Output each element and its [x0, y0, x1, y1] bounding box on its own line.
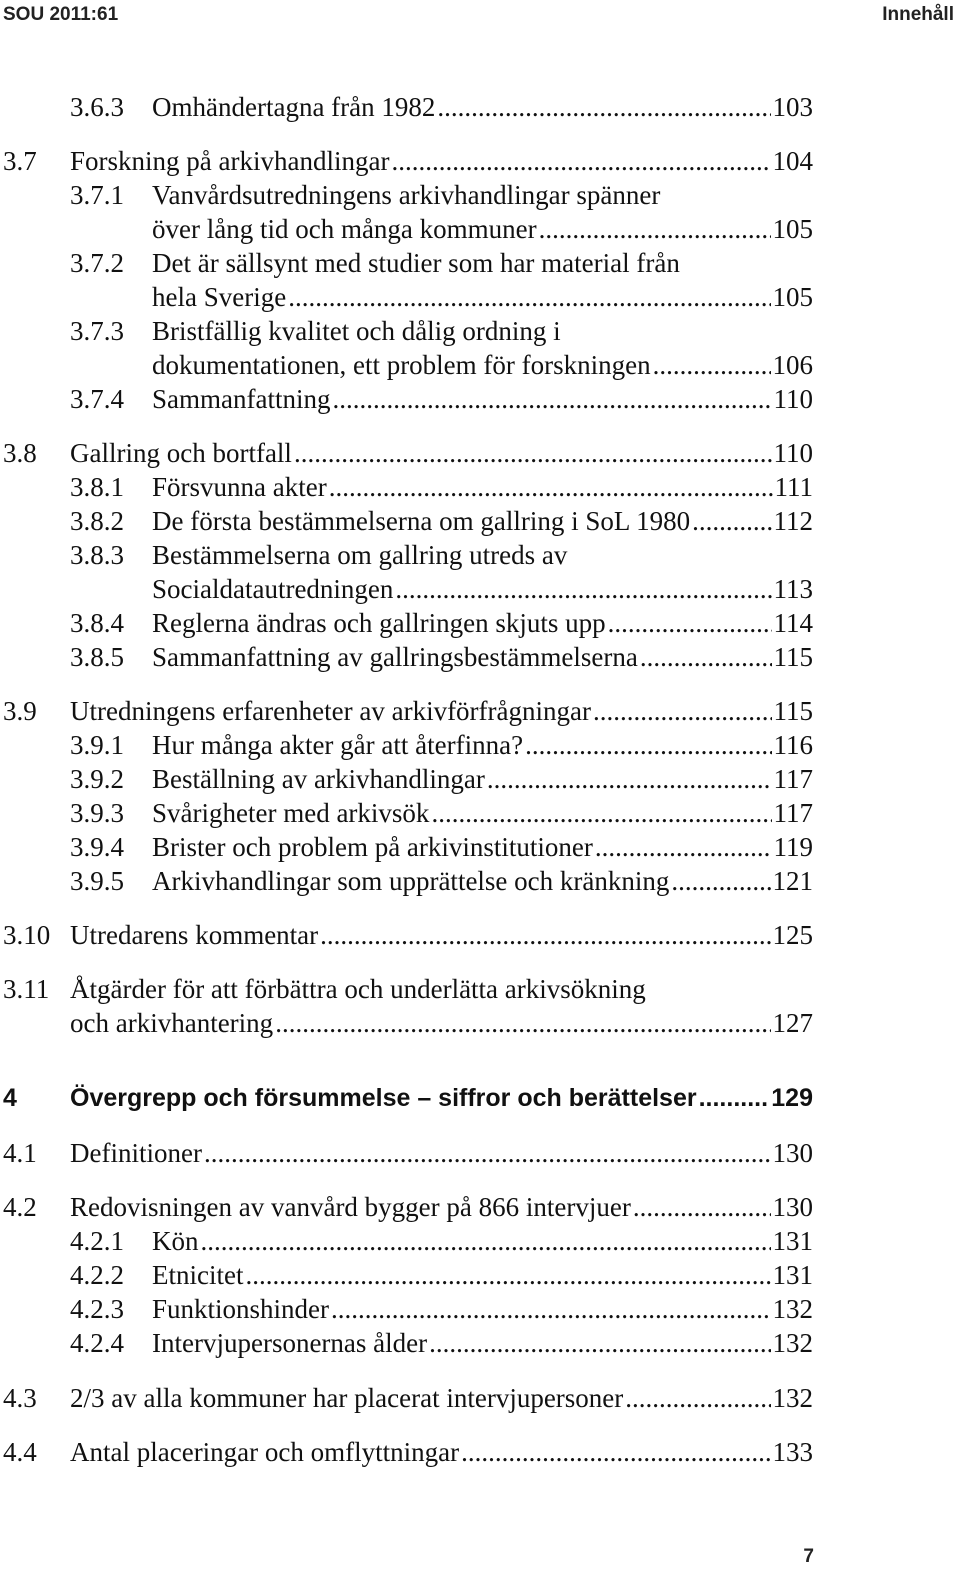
toc-entry-number: 3.7.4 — [70, 384, 124, 414]
toc-entry-title-line — [152, 728, 813, 762]
toc-entry-number: 3.7.2 — [70, 248, 124, 278]
toc-entry-title-line — [70, 436, 813, 470]
dot-leader — [320, 918, 770, 952]
dot-leader — [431, 796, 771, 830]
dot-leader — [625, 1381, 770, 1415]
toc-entry-title-line — [152, 470, 813, 504]
toc-entry-title-line — [152, 796, 813, 830]
toc-entry-number: 3.8.3 — [70, 540, 124, 570]
toc-entry-title-line — [70, 1435, 813, 1469]
toc-entry-title: Åtgärder för att förbättra och underlätta arkivsökning — [70, 974, 646, 1004]
dot-leader — [699, 1081, 770, 1115]
toc-entry-number: 3.8.4 — [70, 608, 124, 638]
dot-leader — [640, 640, 772, 674]
toc-entry-page: 105 — [772, 214, 813, 244]
toc-entry-page: 121 — [772, 866, 813, 896]
toc-entry-title: Redovisningen av vanvård bygger på 866 intervjuer — [70, 1192, 631, 1222]
toc-entry-page: 115 — [773, 642, 813, 672]
toc-entry-page: 105 — [772, 282, 813, 312]
dot-leader — [692, 504, 771, 538]
toc-entry-number: 4.2.1 — [70, 1226, 124, 1256]
toc-entry-number: 4.2.4 — [70, 1328, 124, 1358]
toc-entry-page: 131 — [772, 1260, 813, 1290]
running-header-section: Innehåll — [882, 4, 954, 25]
toc-entry-title-line — [70, 918, 813, 952]
toc-entry-title-line — [70, 1136, 813, 1170]
toc-entry-title-line — [152, 606, 813, 640]
toc-entry-title: Definitioner — [70, 1138, 202, 1168]
toc-entry-number: 3.9.3 — [70, 798, 124, 828]
toc-entry-page: 104 — [772, 146, 813, 176]
toc-entry-number: 3.9.4 — [70, 832, 124, 862]
toc-entry-title-line — [152, 348, 813, 382]
toc-entry-title: Gallring och bortfall — [70, 438, 292, 468]
toc-entry-title: De första bestämmelserna om gallring i SoL 1980 — [152, 506, 691, 536]
dot-leader — [437, 90, 770, 124]
toc-entry[interactable] — [0, 1435, 960, 1535]
toc-entry-title-line — [70, 1190, 813, 1224]
toc-entry-page: 116 — [773, 730, 813, 760]
toc-entry-number: 3.9.1 — [70, 730, 124, 760]
toc-entry-title-line — [152, 280, 813, 314]
toc-entry-title: Intervjupersonernas ålder — [152, 1328, 428, 1358]
dot-leader — [395, 572, 771, 606]
toc-entry-title: Bestämmelserna om gallring utreds av — [152, 540, 568, 570]
toc-entry-title: Utredarens kommentar — [70, 920, 319, 950]
toc-entry-title-line — [152, 212, 813, 246]
toc-entry-number: 3.10 — [3, 920, 51, 950]
toc-entry-title: Arkivhandlingar som upprättelse och kränkning — [152, 866, 670, 896]
dot-leader — [595, 830, 772, 864]
toc-entry-number: 4.2 — [3, 1192, 37, 1222]
toc-entry-page: 113 — [773, 574, 813, 604]
toc-entry-title-line — [152, 640, 813, 674]
dot-leader — [288, 280, 770, 314]
dot-leader — [245, 1258, 770, 1292]
toc-entry-number: 3.9.2 — [70, 764, 124, 794]
toc-entry-title: hela Sverige — [152, 282, 287, 312]
toc-entry-title: Hur många akter går att återfinna? — [152, 730, 524, 760]
toc-entry-page: 112 — [773, 506, 813, 536]
toc-entry-page: 117 — [773, 764, 813, 794]
toc-entry-title-line — [152, 1292, 813, 1326]
dot-leader — [391, 144, 770, 178]
toc-entry-title-line — [70, 1081, 813, 1115]
toc-entry-number: 3.7.3 — [70, 316, 124, 346]
toc-entry-title: Vanvårdsutredningens arkivhandlingar spänner — [152, 180, 661, 210]
toc-entry-page: 111 — [774, 472, 813, 502]
toc-entry-page: 132 — [772, 1383, 813, 1413]
toc-entry-number: 3.7.1 — [70, 180, 124, 210]
toc-entry-number: 4.2.2 — [70, 1260, 124, 1290]
toc-entry-number: 3.7 — [3, 146, 37, 176]
toc-entry-number: 4 — [3, 1084, 17, 1112]
toc-entry-title-line — [152, 504, 813, 538]
toc-entry-title: 2/3 av alla kommuner har placerat intervjupersoner — [70, 1383, 624, 1413]
toc-entry-number: 4.2.3 — [70, 1294, 124, 1324]
toc-entry-number: 4.4 — [3, 1437, 37, 1467]
toc-entry-title: dokumentationen, ett problem för forskningen — [152, 350, 651, 380]
toc-entry-page: 119 — [773, 832, 813, 862]
toc-entry-title: Antal placeringar och omflyttningar — [70, 1437, 460, 1467]
dot-leader — [461, 1435, 770, 1469]
toc-entry-title-line — [152, 1258, 813, 1292]
toc-entry-page: 110 — [773, 438, 813, 468]
toc-entry-title-line — [152, 572, 813, 606]
dot-leader — [204, 1136, 771, 1170]
dot-leader — [331, 1292, 770, 1326]
dot-leader — [487, 762, 772, 796]
toc-entry-title-line — [152, 1224, 813, 1258]
toc-entry-page: 130 — [772, 1138, 813, 1168]
dot-leader — [653, 348, 771, 382]
toc-entry-number: 3.8.2 — [70, 506, 124, 536]
toc-entry-number: 3.11 — [3, 974, 50, 1004]
dot-leader — [525, 728, 771, 762]
toc-entry-title: Sammanfattning — [152, 384, 331, 414]
toc-entry-title-line — [152, 90, 813, 124]
toc-entry-page: 129 — [771, 1084, 813, 1112]
dot-leader — [275, 1006, 770, 1040]
toc-entry-page: 125 — [772, 920, 813, 950]
toc-entry-title-line — [152, 864, 813, 898]
toc-entry-number: 3.8.1 — [70, 472, 124, 502]
toc-entry-page: 110 — [773, 384, 813, 414]
toc-entry-number: 3.8.5 — [70, 642, 124, 672]
toc-entry-page: 132 — [772, 1328, 813, 1358]
toc-entry-title: Svårigheter med arkivsök — [152, 798, 430, 828]
toc-entry-title: Kön — [152, 1226, 199, 1256]
toc-entry-title: Sammanfattning av gallringsbestämmelserna — [152, 642, 638, 672]
dot-leader — [608, 606, 772, 640]
dot-leader — [332, 382, 771, 416]
toc-entry-title: Försvunna akter — [152, 472, 327, 502]
toc-entry-title-line — [70, 694, 813, 728]
toc-entry-title: Reglerna ändras och gallringen skjuts upp — [152, 608, 606, 638]
toc-entry-title-line — [70, 1006, 813, 1040]
page-number: 7 — [803, 1546, 814, 1567]
dot-leader — [633, 1190, 771, 1224]
toc-entry-title: Bristfällig kvalitet och dålig ordning i — [152, 316, 561, 346]
dot-leader — [201, 1224, 771, 1258]
dot-leader — [329, 470, 773, 504]
running-header-document-id: SOU 2011:61 — [3, 4, 119, 25]
toc-entry-number: 3.6.3 — [70, 92, 124, 122]
toc-entry-page: 127 — [772, 1008, 813, 1038]
toc-entry-title: Övergrepp och försummelse – siffror och berättelser — [70, 1084, 697, 1112]
toc-entry-number: 4.3 — [3, 1383, 37, 1413]
toc-entry-page: 131 — [772, 1226, 813, 1256]
toc-entry-title: Brister och problem på arkivinstitutioner — [152, 832, 593, 862]
toc-entry-page: 130 — [772, 1192, 813, 1222]
toc-entry-title-line — [70, 1381, 813, 1415]
dot-leader — [429, 1326, 770, 1360]
toc-entry-number: 3.8 — [3, 438, 37, 468]
toc-entry-title-line — [152, 382, 813, 416]
toc-entry-title: Socialdatautredningen — [152, 574, 394, 604]
toc-entry-page: 133 — [772, 1437, 813, 1467]
dot-leader — [539, 212, 771, 246]
toc-entry-title: Utredningens erfarenheter av arkivförfrågningar — [70, 696, 591, 726]
toc-entry-page: 103 — [772, 92, 813, 122]
toc-entry-title-line — [70, 144, 813, 178]
toc-entry[interactable] — [0, 972, 960, 1072]
toc-entry-title-line — [152, 762, 813, 796]
dot-leader — [294, 436, 772, 470]
toc-entry-number: 4.1 — [3, 1138, 37, 1168]
toc-entry-number: 3.9 — [3, 696, 37, 726]
toc-entry-page: 106 — [772, 350, 813, 380]
toc-entry-title-line — [152, 1326, 813, 1360]
dot-leader — [593, 694, 772, 728]
toc-entry-page: 115 — [773, 696, 813, 726]
toc-entry-page: 114 — [773, 608, 813, 638]
toc-entry-title-line — [152, 830, 813, 864]
toc-entry-title: och arkivhantering — [70, 1008, 274, 1038]
toc-entry-title: Etnicitet — [152, 1260, 244, 1290]
toc-entry-title: Funktionshinder — [152, 1294, 330, 1324]
dot-leader — [671, 864, 770, 898]
toc-entry-title: över lång tid och många kommuner — [152, 214, 537, 244]
toc-entry-number: 3.9.5 — [70, 866, 124, 896]
toc-entry-title: Forskning på arkivhandlingar — [70, 146, 390, 176]
toc-entry-title: Omhändertagna från 1982 — [152, 92, 436, 122]
toc-entry-title: Det är sällsynt med studier som har material från — [152, 248, 680, 278]
toc-entry-title: Beställning av arkivhandlingar — [152, 764, 485, 794]
toc-entry-page: 117 — [773, 798, 813, 828]
toc-entry-page: 132 — [772, 1294, 813, 1324]
